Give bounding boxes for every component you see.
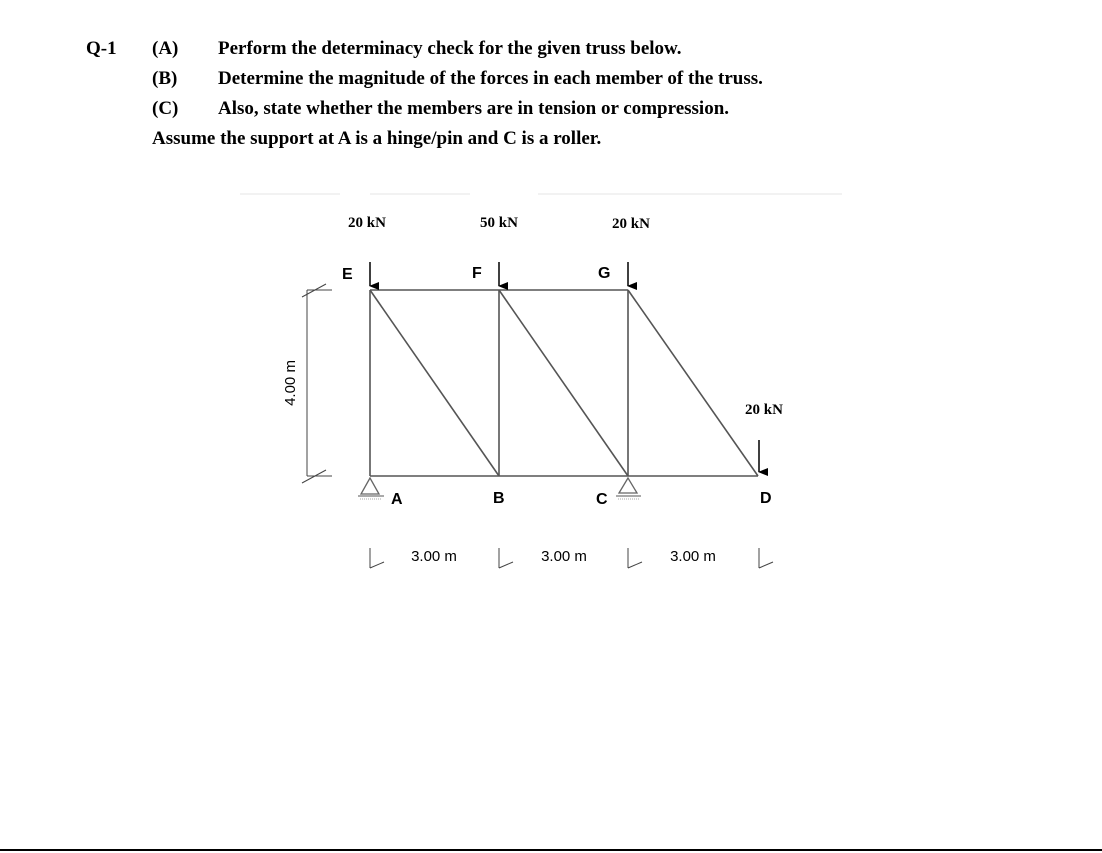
load-label-e: 20 kN — [348, 215, 386, 231]
load-label-g: 20 kN — [612, 216, 650, 232]
truss-members — [370, 290, 758, 476]
page-bottom-rule — [0, 849, 1102, 851]
node-label-c: C — [596, 491, 608, 508]
load-label-d: 20 kN — [745, 402, 783, 418]
part-a-text: Perform the determinacy check for the given truss below. — [218, 38, 682, 59]
member-g-d — [628, 290, 758, 476]
part-c-label: (C) — [152, 98, 179, 119]
load-arrows — [370, 262, 759, 472]
part-c-text: Also, state whether the members are in tension or compression. — [218, 98, 730, 119]
span-1-dimension-label: 3.00 m — [411, 548, 457, 565]
part-b-label: (B) — [152, 68, 178, 89]
span-3-dimension-label: 3.00 m — [670, 548, 716, 565]
part-a-label: (A) — [152, 38, 179, 59]
roller-support-c — [616, 478, 641, 499]
assumption-text: Assume the support at A is a hinge/pin and C is a roller. — [152, 128, 602, 149]
member-f-c — [499, 290, 628, 476]
node-label-a: A — [391, 491, 403, 508]
node-label-d: D — [760, 490, 772, 507]
pin-support-a — [358, 478, 384, 499]
node-label-g: G — [598, 265, 611, 282]
span-2-dimension-label: 3.00 m — [541, 548, 587, 565]
node-label-f: F — [472, 265, 482, 282]
node-label-b: B — [493, 490, 505, 507]
height-dimension-label: 4.00 m — [282, 360, 299, 406]
node-label-e: E — [342, 266, 353, 283]
load-label-f: 50 kN — [480, 215, 518, 231]
part-b-text: Determine the magnitude of the forces in each member of the truss. — [218, 68, 763, 89]
question-number: Q-1 — [86, 38, 117, 59]
member-e-b — [370, 290, 499, 476]
height-dimension-line — [302, 284, 332, 483]
